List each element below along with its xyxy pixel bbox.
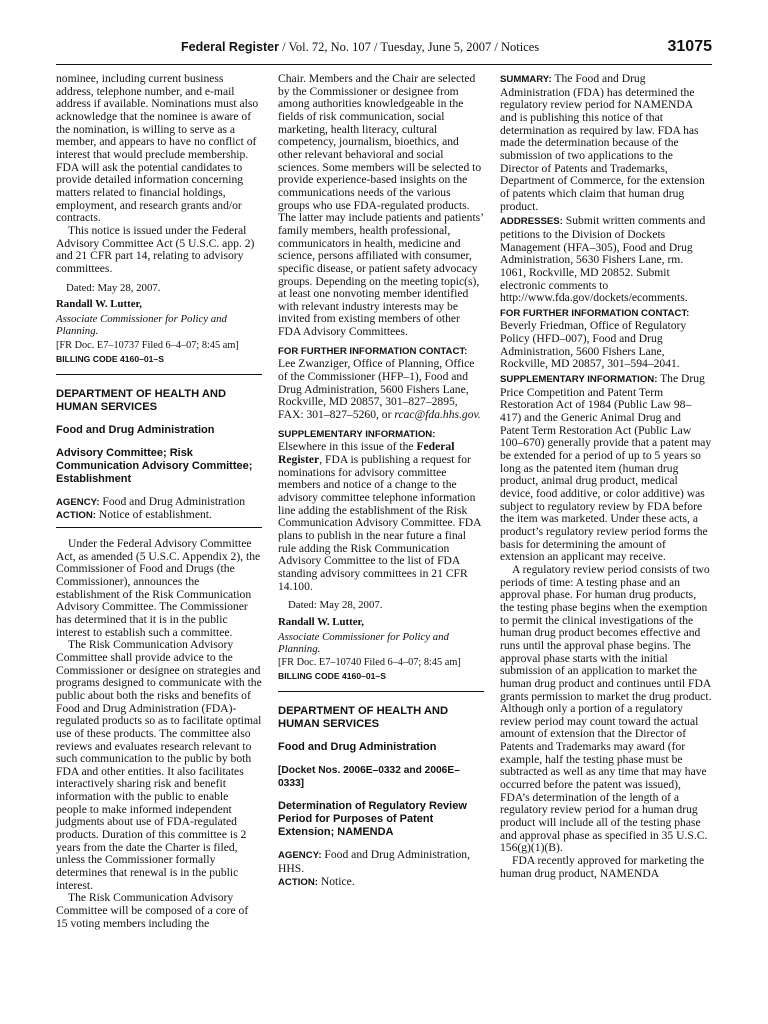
action-text: Notice.	[317, 874, 355, 888]
supplementary-text-cont: , FDA is publishing a request for nominations for advisory committee members and notice of a change to the advisory committee telephone information line adding the establishment of the Risk Communication Advisory Committee. FDA plans to publish in the near future a final rule adding the Risk Communication Advisory Committee to the list of FDA standing advisory committees in 21 CFR 14.100.	[278, 453, 481, 593]
notice-title: Advisory Committee; Risk Communication Advisory Committee; Establishment	[56, 446, 253, 485]
action-label: ACTION:	[56, 510, 96, 522]
column-2	[278, 73, 484, 889]
summary-label: SUMMARY:	[500, 74, 552, 85]
agency-text: Food and Drug Administration	[99, 494, 246, 508]
paragraph: The Risk Communication Advisory Committee will be composed of a core of 15 voting members including the	[56, 891, 249, 930]
paragraph: nominee, including current business address, telephone number, and e-mail address if available. Nominations must also acknowledge that the nominee is aware of the nomination, is willing to serve as a member, and appears to have no conflict of interest that would preclude membership. FDA will ask the potential candidates to provide detailed information concerning matters related to financial holdings, employment, and research grants and/or contracts.	[56, 72, 259, 225]
page-number: 31075	[667, 38, 712, 55]
paragraph: FDA recently approved for marketing the human drug product, NAMENDA	[500, 854, 705, 880]
action-line	[56, 509, 262, 523]
paragraph: The Risk Communication Advisory Committee shall provide advice to the Commissioner or designee on strategies and programs designed to communicate with the public about both the risks and benefits of Food and Drug Administration (FDA)-regulated products so as to facilitate optimal use of these products. The committee also reviews and evaluates research relevant to such communication to the public by both FDA and other entities. It also facilitates interactively sharing risk and benefit information with the public to enable people to make informed independent judgments about use of FDA-regulated products. Duration of this committee is 2 years from the date the Charter is filed, unless the Commissioner formally determines that renewal is in the public interest.	[56, 638, 262, 892]
journal-name: Federal Register	[181, 40, 279, 54]
further-info-label: FOR FURTHER INFORMATION CONTACT:	[500, 307, 690, 319]
docket-numbers: [Docket Nos. 2006E–0332 and 2006E–0333]	[278, 765, 460, 790]
fr-doc-line: [FR Doc. E7–10740 Filed 6–4–07; 8:45 am]	[278, 657, 461, 669]
federal-register-ref: Federal Register	[278, 440, 455, 467]
subagency-heading: Food and Drug Administration	[278, 741, 437, 754]
further-info-contact	[500, 307, 712, 371]
signer-title: Associate Commissioner for Policy and Planning.	[56, 313, 227, 338]
supplementary-label: SUPPLEMENTARY INFORMATION:	[278, 428, 436, 440]
signer-title: Associate Commissioner for Policy and Planning.	[278, 630, 449, 656]
agency-text: Food and Drug Administration, HHS.	[278, 848, 470, 876]
further-info-text: Lee Zwanziger, Office of Planning, Office of the Commissioner (HFP–1), Food and Drug Administration, 5600 Fishers Lane, Rockville, MD 20857, 301–827–2895, FAX: 301–827–5260, or	[278, 357, 475, 422]
supplementary-text: Elsewhere in this issue of the	[278, 440, 417, 454]
page-header	[56, 34, 712, 65]
addresses-label: ADDRESSES:	[500, 216, 563, 228]
subagency-heading: Food and Drug Administration	[56, 423, 215, 436]
issue-info: / Vol. 72, No. 107 / Tuesday, June 5, 2007 / Notices	[278, 40, 540, 54]
agency-line	[56, 496, 262, 510]
department-heading: DEPARTMENT OF HEALTH AND HUMAN SERVICES	[56, 387, 227, 413]
contact-email: rcac@fda.hhs.gov.	[394, 408, 481, 422]
paragraph: Chair. Members and the Chair are selected by the Commissioner or designee from among authorities knowledgeable in the fields of risk communication, social marketing, health literacy, cultural competency, journalism, bioethics, and other relevant behavioral and social sciences. Some members will be selected to provide experience-based insights on the communications needs of the various groups who use FDA-regulated products. The latter may include patients and patients’ family members, health professional, communicators in health, medicine and science, persons affiliated with consumer, specific disease, or patient safety advocacy groups. Depending on the meeting topic(s), at least one nonvoting member identified with relevant industry interests may be invited from existing members of other FDA Advisory Committees.	[278, 72, 484, 339]
further-info-contact	[278, 345, 484, 422]
addresses	[500, 215, 712, 305]
dated-line: Dated: May 28, 2007.	[66, 281, 161, 294]
paragraph: A regulatory review period consists of two periods of time: A testing phase and an approval phase. For human drug products, the testing phase begins when the exemption to permit the clinical investigations of the human drug product becomes effective and runs until the approval phase begins. The approval phase starts with the initial submission of an application to market the human drug product and continues until FDA grants permission to market the drug product. Although only a portion of a regulatory review period may count toward the actual amount of extension that the Director of Patents and Trademarks may award (for example, half the testing phase must be subtracted as well as any time that may have occurred before the patent was issued), FDA’s determination of the length of a regulatory review period for a human drug product will include all of the testing phase and approval phase as specified in 35 U.S.C. 156(g)(1)(B).	[500, 562, 712, 855]
summary	[500, 73, 712, 213]
action-label: ACTION:	[278, 876, 318, 888]
agency-line	[278, 849, 484, 875]
agency-label: AGENCY:	[56, 496, 100, 508]
action-text: Notice of establishment.	[95, 508, 212, 522]
section-divider	[56, 374, 262, 375]
further-info-text: Beverly Friedman, Office of Regulatory Policy (HFD–007), Food and Drug Administration, 5600 Fishers Lane, Rockville, MD 20857, 301–594–2041.	[500, 319, 687, 371]
addresses-text: Submit written comments and petitions to the Division of Dockets Management (HFA–305), Food and Drug Administration, 5630 Fishers Lane, rm. 1061, Rockville, MD 20852. Submit electronic comments to http://www.fda.gov/dockets/ecomments.	[500, 214, 706, 305]
agency-label: AGENCY:	[278, 850, 322, 862]
running-head	[181, 40, 539, 55]
paragraph: This notice is issued under the Federal Advisory Committee Act (5 U.S.C. app. 2) and 21 CFR part 14, relating to advisory committees.	[56, 223, 255, 275]
column-1	[56, 73, 262, 930]
dated-line: Dated: May 28, 2007.	[288, 599, 383, 612]
column-3	[500, 73, 712, 880]
fr-doc-line: [FR Doc. E7–10737 Filed 6–4–07; 8:45 am]	[56, 339, 239, 351]
billing-code: BILLING CODE 4160–01–S	[56, 353, 164, 364]
signer-name: Randall W. Lutter,	[278, 615, 365, 628]
section-divider	[56, 527, 262, 528]
action-line	[278, 876, 484, 890]
further-info-label: FOR FURTHER INFORMATION CONTACT:	[278, 345, 468, 357]
supplementary-label: SUPPLEMENTARY INFORMATION:	[500, 374, 658, 386]
paragraph: Under the Federal Advisory Committee Act, as amended (5 U.S.C. Appendix 2), the Commissioner of Food and Drugs (the Commissioner), announces the establishment of the Risk Communication Advisory Committee. The Commissioner has determined that it is in the public interest to establish such a committee.	[56, 537, 261, 639]
department-heading: DEPARTMENT OF HEALTH AND HUMAN SERVICES	[278, 705, 449, 731]
notice-title: Determination of Regulatory Review Period for Purposes of Patent Extension; NAMENDA	[278, 800, 467, 839]
billing-code: BILLING CODE 4160–01–S	[278, 671, 386, 682]
supplementary-text: The Drug Price Competition and Patent Term Restoration Act of 1984 (Public Law 98–417) and the Generic Animal Drug and Patent Term Restoration Act (Public Law 100–670) generally provide that a patent may be extended for a period of up to 5 years so long as the patented item (human drug product, animal drug product, medical device, food additive, or color additive) was subject to regulatory review by FDA before the item was marketed. Under these acts, a product’s regulatory review period forms the basis for determining the amount of extension an applicant may receive.	[500, 372, 712, 564]
supplementary-info	[278, 428, 484, 594]
supplementary-info	[500, 373, 712, 564]
section-divider	[278, 691, 484, 692]
signer-name: Randall W. Lutter,	[56, 297, 143, 310]
summary-text: The Food and Drug Administration (FDA) has determined the regulatory review period for NAMENDA and is publishing this notice of that determination as required by law. FDA has made the determination because of the submission of two applications to the Director of Patents and Trademarks, Department of Commerce, for the extension of patents which claim that human drug product.	[500, 72, 705, 213]
